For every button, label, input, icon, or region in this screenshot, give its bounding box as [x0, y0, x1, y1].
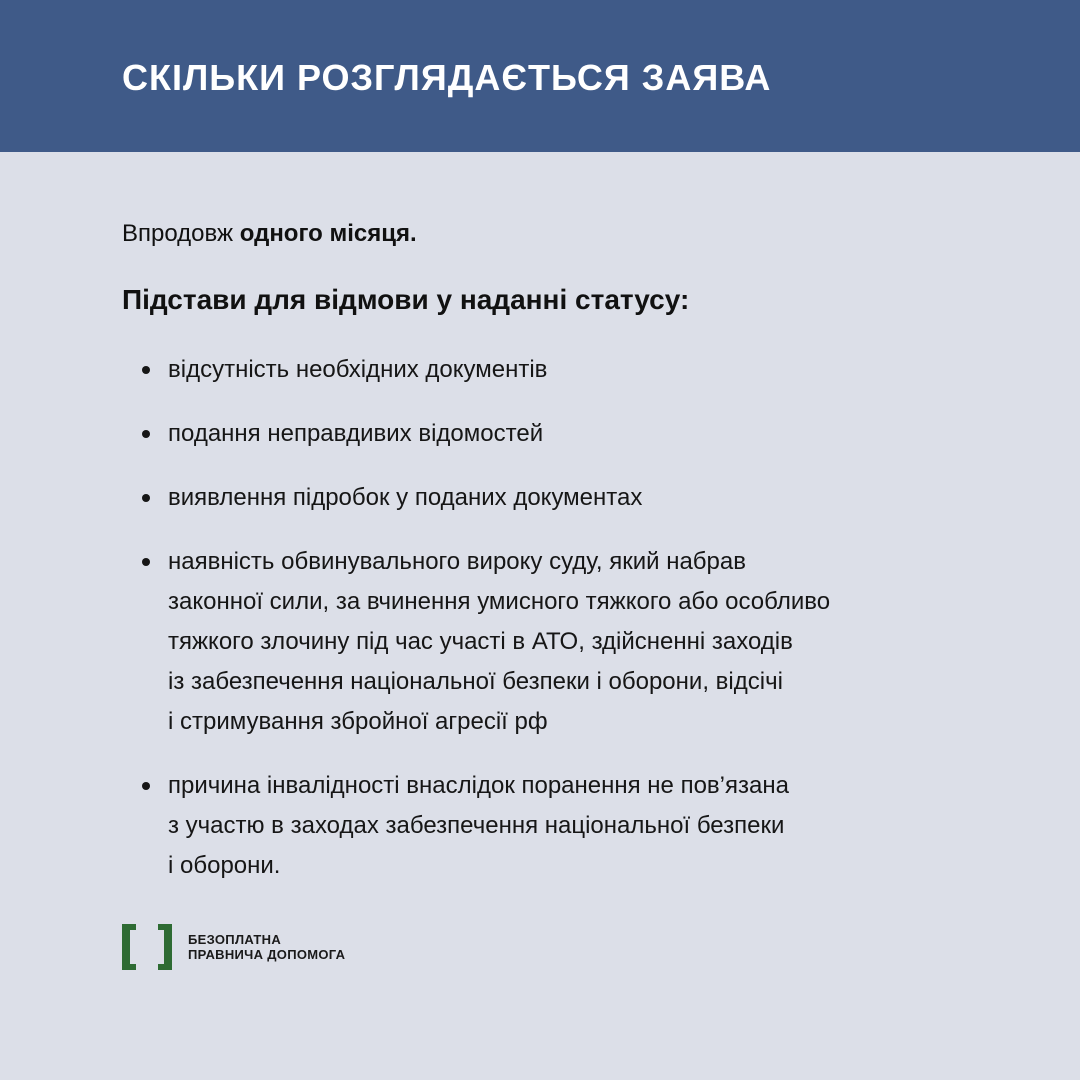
page-title: СКІЛЬКИ РОЗГЛЯДАЄТЬСЯ ЗАЯВА: [122, 57, 772, 98]
list-item-line: виявлення підробок у поданих документах: [168, 484, 643, 511]
bullet-icon: [142, 558, 150, 566]
list-item-line: з участю в заходах забезпечення національної безпеки: [168, 812, 785, 839]
bracket-logo-icon: [122, 924, 174, 970]
bullet-icon: [142, 782, 150, 790]
list-item-line: тяжкого злочину під час участі в АТО, здійсненні заходів: [168, 628, 793, 655]
refusal-grounds-heading: Підстави для відмови у наданні статусу:: [122, 284, 690, 315]
list-item-line: відсутність необхідних документів: [168, 356, 548, 383]
list-item-line: і оборони.: [168, 852, 281, 879]
list-item: [122, 766, 1002, 886]
list-item: [122, 414, 1002, 454]
bullet-icon: [142, 366, 150, 374]
right-bracket-shape: [158, 924, 172, 970]
intro-text: [122, 212, 1002, 256]
logo-line-2: ПРАВНИЧА ДОПОМОГА: [188, 947, 346, 962]
list-item-line: і стримування збройної агресії рф: [168, 708, 548, 735]
intro-bold: одного місяця.: [239, 220, 417, 247]
bullet-icon: [142, 430, 150, 438]
left-bracket-shape: [122, 924, 136, 970]
list-item-line: із забезпечення національної безпеки і оборони, відсічі: [168, 668, 783, 695]
logo-line-1: БЕЗОПЛАТНА: [188, 932, 282, 947]
header-banner: [0, 0, 1080, 152]
main-content: [122, 212, 1002, 886]
refusal-grounds-list: [122, 350, 1002, 886]
list-item: [122, 478, 1002, 518]
list-item-line: наявність обвинувального вироку суду, який набрав: [168, 548, 746, 575]
list-item: [122, 542, 1002, 742]
list-item-line: законної сили, за вчинення умисного тяжкого або особливо: [168, 588, 831, 615]
logo: [122, 924, 345, 970]
list-item-line: причина інвалідності внаслідок поранення не пов’язана: [168, 772, 789, 799]
logo-text: [188, 932, 345, 962]
list-item-line: подання неправдивих відомостей: [168, 420, 544, 447]
bullet-icon: [142, 494, 150, 502]
list-item: [122, 350, 1002, 390]
intro-prefix: Впродовж: [122, 220, 240, 247]
